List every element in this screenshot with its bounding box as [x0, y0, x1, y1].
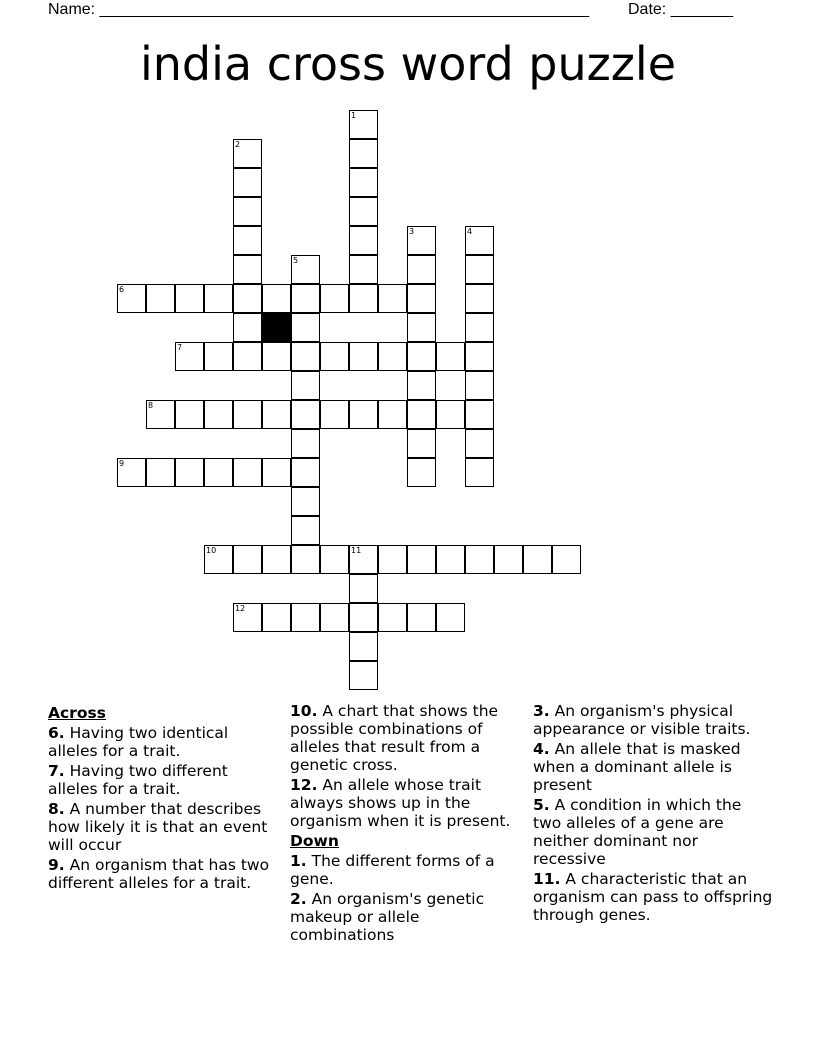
clue-down-1: 1. The different forms of a gene.: [290, 852, 495, 888]
grid-cell[interactable]: [465, 342, 494, 371]
clue-across-6: 6. Having two identical alleles for a trait.: [48, 724, 229, 760]
grid-cell[interactable]: [233, 168, 262, 197]
grid-cell[interactable]: [262, 603, 291, 632]
clue-across-7: 7. Having two different alleles for a trait.: [48, 762, 228, 798]
grid-cell[interactable]: [349, 632, 378, 661]
grid-cell[interactable]: [233, 400, 262, 429]
grid-cell[interactable]: [233, 313, 262, 342]
grid-cell[interactable]: [233, 197, 262, 226]
cell-number: 1: [351, 111, 357, 120]
grid-cell[interactable]: [233, 226, 262, 255]
grid-cell[interactable]: [378, 603, 407, 632]
cell-number: 10: [206, 546, 217, 555]
date-line: _______: [670, 1, 733, 18]
grid-cell[interactable]: [233, 139, 262, 168]
grid-cell[interactable]: [465, 226, 494, 255]
cell-number: 9: [119, 459, 125, 468]
cell-number: 7: [177, 343, 183, 352]
grid-cell[interactable]: [262, 284, 291, 313]
grid-cell[interactable]: [291, 545, 320, 574]
down-heading: Down: [290, 832, 339, 850]
grid-cell[interactable]: [407, 603, 436, 632]
blocked-cell: [262, 313, 291, 342]
grid-cell[interactable]: [465, 371, 494, 400]
cell-number: 11: [351, 546, 362, 555]
grid-cell[interactable]: [262, 400, 291, 429]
grid-cell[interactable]: [291, 458, 320, 487]
clue-across-10: 10. A chart that shows the possible combinations of alleles that result from a genetic cross.: [290, 702, 499, 774]
grid-cell[interactable]: [407, 255, 436, 284]
grid-cell[interactable]: [407, 226, 436, 255]
grid-cell[interactable]: [349, 574, 378, 603]
grid-cell[interactable]: [175, 342, 204, 371]
cell-number: 6: [119, 285, 125, 294]
across-heading: Across: [48, 704, 106, 722]
name-label: Name:: [48, 1, 96, 18]
name-line: _______________________________________________________: [99, 1, 589, 18]
grid-cell[interactable]: [291, 487, 320, 516]
grid-cell[interactable]: [407, 458, 436, 487]
grid-cell[interactable]: [523, 545, 552, 574]
grid-cell[interactable]: [204, 545, 233, 574]
grid-cell[interactable]: [407, 342, 436, 371]
grid-cell[interactable]: [465, 400, 494, 429]
clue-column-1: [48, 702, 280, 892]
grid-cell[interactable]: [204, 342, 233, 371]
cell-number: 8: [148, 401, 154, 410]
grid-cell[interactable]: [204, 284, 233, 313]
grid-cell[interactable]: [233, 545, 262, 574]
grid-cell[interactable]: [204, 400, 233, 429]
grid-cell[interactable]: [436, 400, 465, 429]
grid-cell[interactable]: [262, 342, 291, 371]
grid-cell[interactable]: [378, 284, 407, 313]
clue-across-8: 8. A number that describes how likely it is that an event will occur: [48, 800, 268, 854]
grid-cell[interactable]: [407, 400, 436, 429]
grid-cell[interactable]: [349, 168, 378, 197]
grid-cell[interactable]: [262, 545, 291, 574]
grid-cell[interactable]: [407, 545, 436, 574]
grid-cell[interactable]: [204, 458, 233, 487]
grid-cell[interactable]: [291, 371, 320, 400]
date-label: Date:: [628, 1, 667, 18]
grid-cell[interactable]: [349, 226, 378, 255]
grid-cell[interactable]: [465, 429, 494, 458]
grid-cell[interactable]: [349, 197, 378, 226]
grid-cell[interactable]: [291, 516, 320, 545]
cell-number: 4: [467, 227, 473, 236]
grid-cell[interactable]: [320, 545, 349, 574]
grid-cell[interactable]: [291, 313, 320, 342]
grid-cell[interactable]: [349, 400, 378, 429]
grid-cell[interactable]: [407, 313, 436, 342]
grid-cell[interactable]: [436, 545, 465, 574]
grid-cell[interactable]: [349, 603, 378, 632]
page-title: india cross word puzzle: [139, 37, 677, 91]
grid-cell[interactable]: [262, 458, 291, 487]
grid-cell[interactable]: [378, 400, 407, 429]
clue-down-2: 2. An organism's genetic makeup or allele combinations: [290, 890, 485, 944]
grid-cell[interactable]: [465, 313, 494, 342]
grid-cell[interactable]: [407, 371, 436, 400]
grid-cell[interactable]: [436, 342, 465, 371]
grid-cell[interactable]: [320, 400, 349, 429]
grid-cell[interactable]: [465, 545, 494, 574]
grid-cell[interactable]: [291, 429, 320, 458]
cell-number: 5: [293, 256, 299, 265]
grid-cell[interactable]: [175, 284, 204, 313]
grid-cell[interactable]: [146, 284, 175, 313]
grid-cell[interactable]: [233, 255, 262, 284]
grid-cell[interactable]: [233, 603, 262, 632]
grid-cell[interactable]: [320, 342, 349, 371]
grid-cell[interactable]: [465, 458, 494, 487]
grid-cell[interactable]: [291, 255, 320, 284]
clue-down-11: 11. A characteristic that an organism can pass to offspring through genes.: [533, 870, 773, 924]
grid-cell[interactable]: [407, 429, 436, 458]
grid-cell[interactable]: [291, 284, 320, 313]
grid-cell[interactable]: [494, 545, 523, 574]
grid-cell[interactable]: [349, 661, 378, 690]
grid-cell[interactable]: [175, 400, 204, 429]
cell-number: 12: [235, 604, 246, 613]
grid-cell[interactable]: [349, 284, 378, 313]
grid-cell[interactable]: [465, 255, 494, 284]
grid-cell[interactable]: [320, 284, 349, 313]
clue-column-2: [290, 702, 526, 944]
clue-across-9: 9. An organism that has two different alleles for a trait.: [48, 856, 270, 892]
grid-cell[interactable]: [291, 400, 320, 429]
grid-cell[interactable]: [146, 458, 175, 487]
grid-cell[interactable]: [233, 284, 262, 313]
grid-cell[interactable]: [465, 284, 494, 313]
grid-cell[interactable]: [349, 139, 378, 168]
grid-cell[interactable]: [378, 342, 407, 371]
cell-number: 2: [235, 140, 241, 149]
grid-cell[interactable]: [291, 342, 320, 371]
grid-cell[interactable]: [349, 110, 378, 139]
grid-cell[interactable]: [117, 458, 146, 487]
grid-cell[interactable]: [378, 545, 407, 574]
grid-cell[interactable]: [349, 342, 378, 371]
clue-down-5: 5. A condition in which the two alleles of a gene are neither dominant nor recessive: [533, 796, 742, 868]
clue-across-12: 12. An allele whose trait always shows up in the organism when it is present.: [290, 776, 511, 830]
grid-cell[interactable]: [349, 545, 378, 574]
grid-cell[interactable]: [407, 284, 436, 313]
grid-cell[interactable]: [233, 458, 262, 487]
grid-cell[interactable]: [233, 342, 262, 371]
grid-cell[interactable]: [146, 400, 175, 429]
clue-down-3: 3. An organism's physical appearance or visible traits.: [533, 702, 751, 738]
grid-cell[interactable]: [436, 603, 465, 632]
grid-cell[interactable]: [117, 284, 146, 313]
cell-number: 3: [409, 227, 415, 236]
grid-cell[interactable]: [291, 603, 320, 632]
grid-cell[interactable]: [175, 458, 204, 487]
grid-cell[interactable]: [320, 603, 349, 632]
grid-cell[interactable]: [349, 255, 378, 284]
grid-cell[interactable]: [552, 545, 581, 574]
clue-column-3: [533, 702, 773, 924]
clue-down-4: 4. An allele that is masked when a dominant allele is present: [533, 740, 741, 794]
